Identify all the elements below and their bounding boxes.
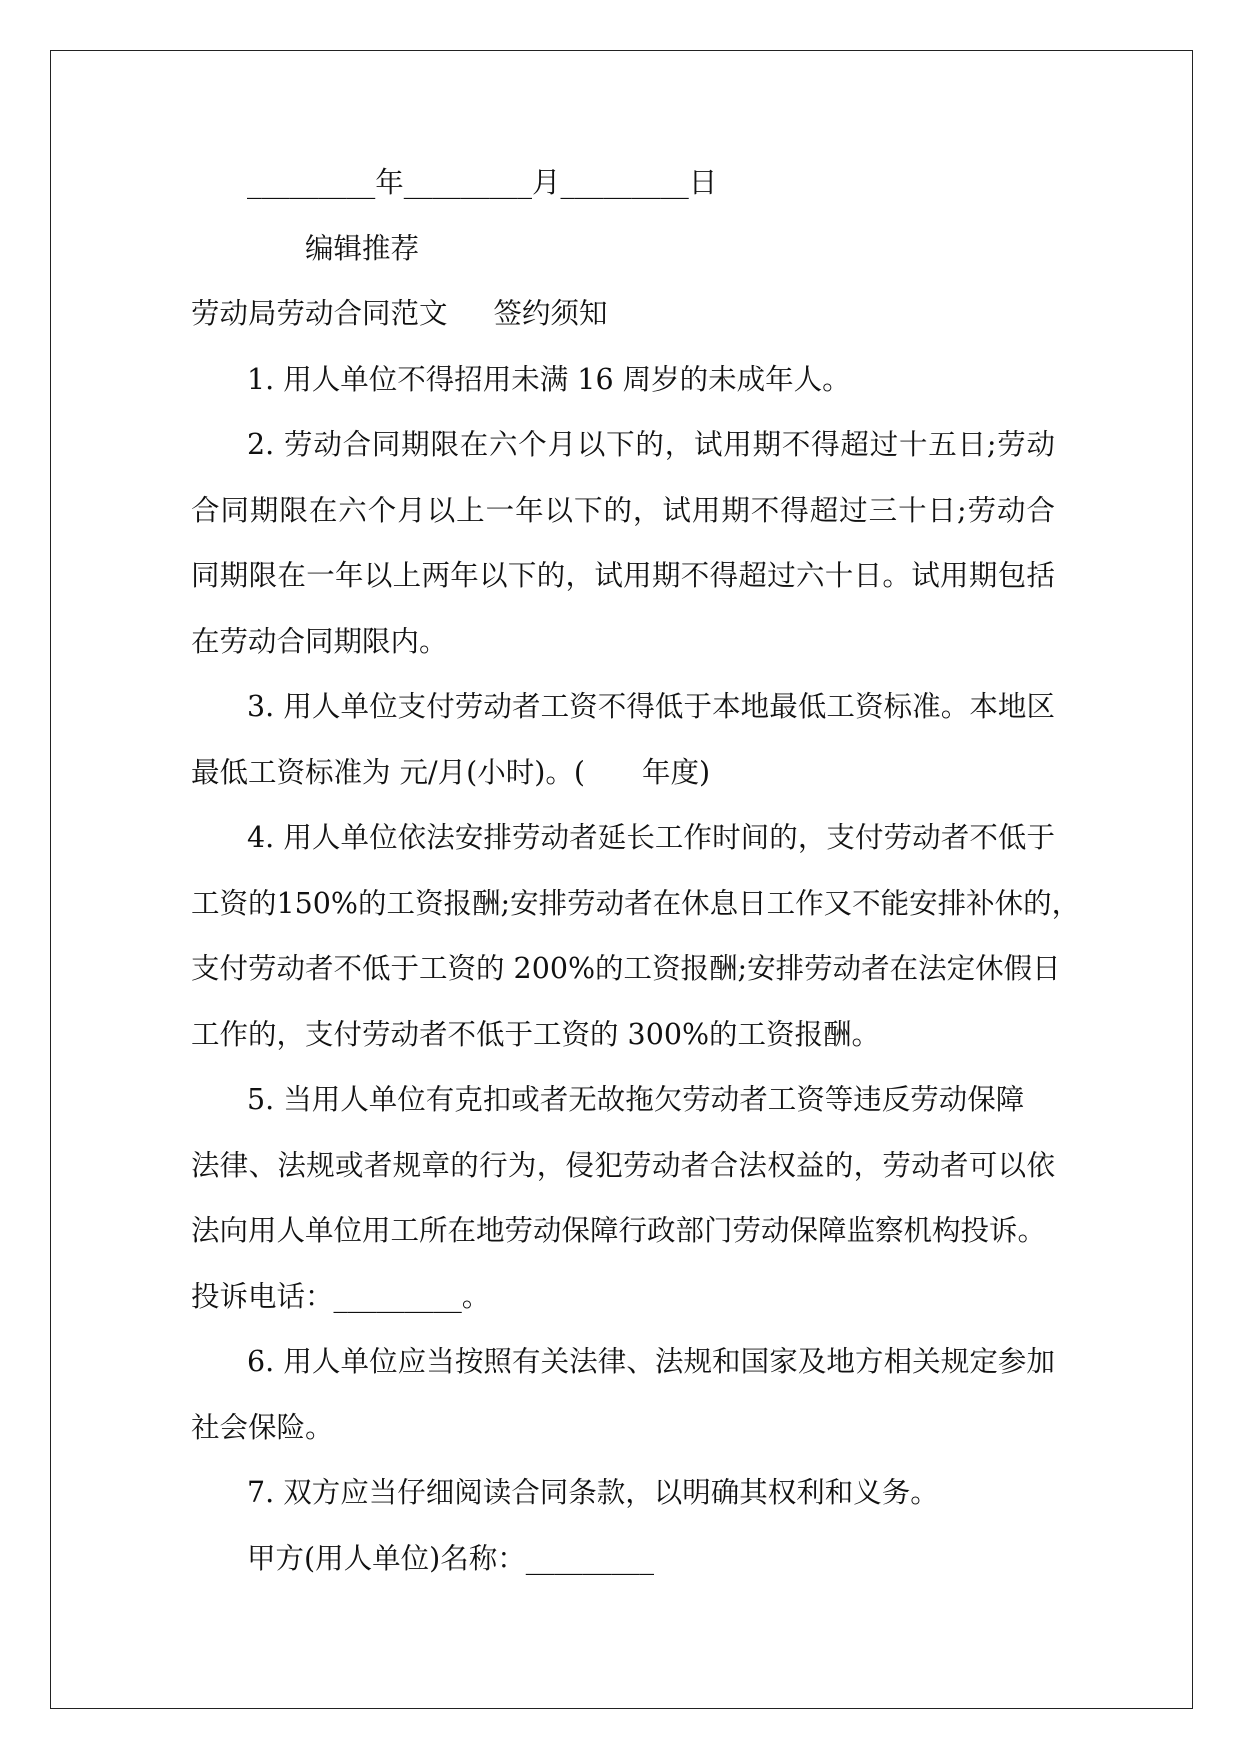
- notice-4-line: 4. 用人单位依法安排劳动者延长工作时间的，支付劳动者不低于: [247, 821, 1055, 854]
- party-a-name-label: 甲方(用人单位)名称：: [247, 1541, 526, 1575]
- signing-date-line: _________年_________月_________日: [247, 166, 718, 199]
- notice-6-line: 6. 用人单位应当按照有关法律、法规和国家及地方相关规定参加: [247, 1345, 1055, 1378]
- notice-3-line: 3. 用人单位支付劳动者工资不得低于本地最低工资标准。本地区: [247, 690, 1055, 723]
- section-heading: [191, 281, 1061, 347]
- notice-4-line: 支付劳动者不低于工资的 200%的工资报酬;安排劳动者在法定休假日: [191, 952, 1061, 985]
- section-title: 劳动局劳动合同范文: [191, 297, 448, 330]
- notice-7-line: 7. 双方应当仔细阅读合同条款，以明确其权利和义务。: [247, 1476, 939, 1509]
- section-subtitle: 签约须知: [493, 297, 608, 330]
- document-body: [191, 150, 1081, 1591]
- recommend-heading: 编辑推荐: [305, 231, 420, 265]
- notice-6-line: 社会保险。: [191, 1410, 334, 1444]
- complaint-phone-line: 投诉电话：_________。: [191, 1279, 491, 1313]
- notice-1-line: 1. 用人单位不得招用未满 16 周岁的未成年人。: [247, 362, 851, 396]
- notice-5-line: 法向用人单位用工所在地劳动保障行政部门劳动保障监察机构投诉。: [191, 1214, 1047, 1247]
- party-a-name-line: [191, 1526, 1061, 1592]
- notice-4-line: 工资的150%的工资报酬;安排劳动者在休息日工作又不能安排补休的，: [191, 886, 1081, 920]
- notice-2-line: 2. 劳动合同期限在六个月以下的，试用期不得超过十五日;劳动: [247, 428, 1055, 461]
- party-a-name-blank: _________: [525, 1541, 654, 1575]
- notice-5-line: 法律、法规或者规章的行为，侵犯劳动者合法权益的，劳动者可以依: [191, 1148, 1055, 1182]
- notice-2-line: 合同期限在六个月以上一年以下的，试用期不得超过三十日;劳动合: [191, 493, 1055, 527]
- notice-2-line: 在劳动合同期限内。: [191, 624, 448, 658]
- notice-2-line: 同期限在一年以上两年以下的，试用期不得超过六十日。试用期包括: [191, 559, 1055, 592]
- notice-3-line: 最低工资标准为 元/月(小时)。( 年度): [191, 755, 711, 789]
- notice-4-line: 工作的，支付劳动者不低于工资的 300%的工资报酬。: [191, 1017, 881, 1051]
- notice-5-line: 5. 当用人单位有克扣或者无故拖欠劳动者工资等违反劳动保障: [247, 1083, 1025, 1116]
